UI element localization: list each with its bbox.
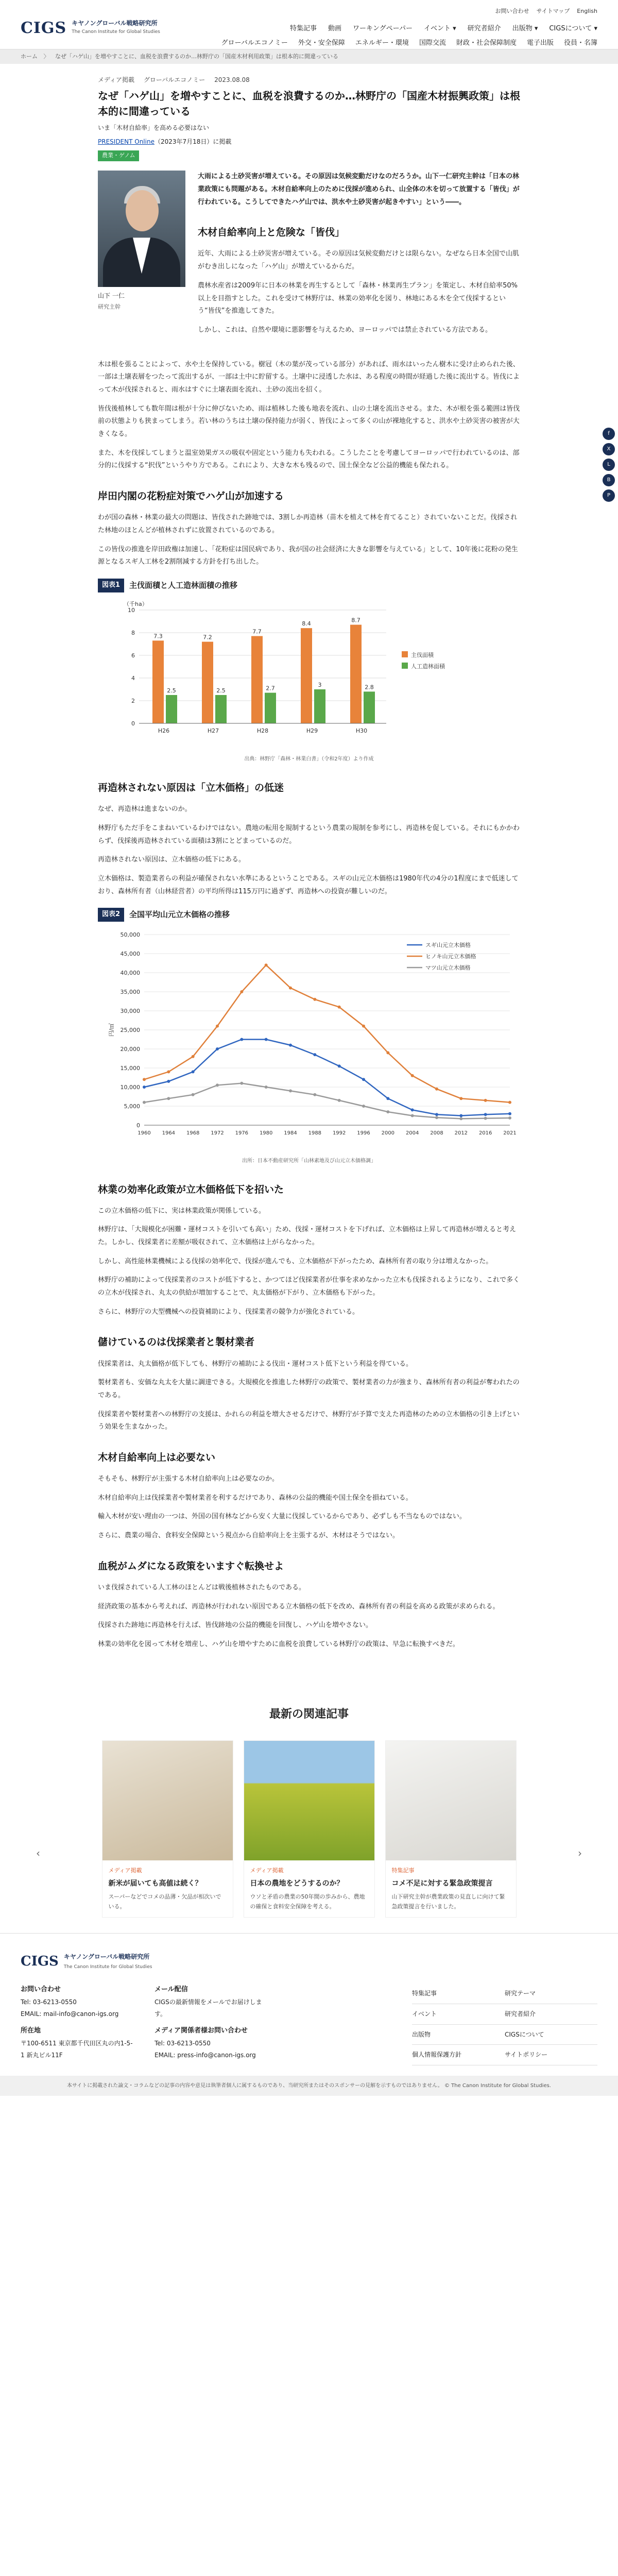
copyright: 本サイトに掲載された論文・コラムなどの記事の内容や意見は執筆者個人に属するものであり、当研究所またはそのスポンサーの見解を示すものではありません。 © The Canon Institute for Global Studies.	[0, 2076, 618, 2096]
source-date: （2023年7月18日）に掲載	[154, 138, 232, 145]
data-point	[362, 1105, 365, 1108]
bar	[265, 693, 276, 723]
site-header	[0, 0, 618, 49]
topic-tag[interactable]: 農業・ゲノム	[98, 150, 139, 161]
data-point	[167, 1080, 170, 1083]
breadcrumb	[0, 49, 618, 64]
section-heading: 木材自給率向上は必要ない	[98, 1451, 216, 1463]
x-tick-label: 1988	[308, 1130, 322, 1136]
paragraph: 林野庁は、「大規模化が困難・運材コストを引いても高い」ため、伐採・運材コストを下げれば、立木価格は上昇して再造林が増えると考えた。しかし、伐採業者に差額が吸収されて、立木価格は上がらなかった。	[98, 1226, 516, 1246]
card-category: メディア掲載	[250, 1867, 284, 1874]
data-point	[484, 1099, 487, 1102]
paragraph: 製材業者も、安価な丸太を大量に調達できる。大規模化を推進した林野庁の政策で、製材業者の力が強まり、森林所有者の利益が奪われたのである。	[98, 1379, 520, 1399]
x-tick-label: 1992	[332, 1130, 346, 1136]
data-label: 3	[318, 682, 322, 689]
data-label: 7.2	[203, 634, 212, 641]
related-card[interactable]	[244, 1740, 375, 1917]
paragraph: 林野庁もただ手をこまねいているわけではない。農地の転用を規制するという農業の規制を参考にし、再造林を促している。それにもかかわらず、伐採後再造林されている面積は3割にとどまっているのだ。	[98, 824, 520, 845]
paragraph: 木は根を張ることによって、水や土を保持している。樹冠（木の葉が茂っている部分）があれば、雨水はいったん樹木に受け止められた後、一部は土壌表層をつたって流出するが、一部は土中に貯留する。土壌中に浸透した水は、ある程度の時間が経過した後に流出する。皆伐によって木が伐採されると、雨水はすぐに土壌表面を流れ、土砂の流出を招く。	[98, 360, 520, 394]
series-line	[144, 1039, 510, 1115]
y-tick-label: 5,000	[124, 1103, 140, 1110]
y-tick-label: 20,000	[120, 1045, 140, 1053]
x-tick-label: 2004	[405, 1130, 419, 1136]
card-image	[102, 1741, 233, 1860]
card-description: 山下研究主幹が農業政策の見直しに向けて緊急政策提言を行いました。	[391, 1893, 505, 1910]
nav-about[interactable]: CIGSについて ▾	[549, 25, 597, 32]
card-image	[386, 1741, 516, 1860]
paragraph: 伐採された跡地に再造林を行えば、皆伐跡地の公益的機能を回復し、ハゲ山を増やさない。	[98, 1621, 373, 1630]
footer-newsletter	[154, 1984, 268, 2065]
data-label: 2.5	[216, 687, 226, 694]
paragraph: しかし、これは、自然や環境に悪影響を与えるため、ヨーロッパでは禁止されている方法である。	[198, 326, 492, 334]
article-title: なぜ「ハゲ山」を増やすことに、血税を浪費するのか…林野庁の「国産木材振興政策」は根本的に間違っている	[98, 89, 520, 117]
related-card[interactable]	[102, 1740, 233, 1917]
data-point	[313, 998, 316, 1001]
lead-text	[198, 171, 520, 343]
data-point	[411, 1114, 414, 1117]
contact-tel: Tel: 03-6213-0550	[21, 1998, 77, 2006]
footer-logo-en: The Canon Institute for Global Studies	[63, 1964, 152, 1970]
media-heading: メディア関係者様お問い合わせ	[154, 2027, 248, 2035]
data-label: 2.5	[167, 687, 176, 694]
data-point	[192, 1055, 195, 1058]
article-source	[98, 136, 520, 148]
section-heading: 再造林されない原因は「立木価格」の低迷	[98, 782, 284, 794]
author-name[interactable]: 山下 一仁	[98, 292, 125, 300]
paragraph: この立木価格の低下に、実は林業政策が関係している。	[98, 1207, 266, 1215]
data-point	[240, 1081, 243, 1084]
paragraph: 木材自給率向上は伐採業者や製材業者を利するだけであり、森林の公益的機能や国土保全を損ねている。	[98, 1494, 413, 1502]
y-tick-label: 45,000	[120, 950, 140, 957]
legend-label: マツ山元立木価格	[425, 964, 471, 971]
paragraph: 伐採業者は、丸太価格が低下しても、林野庁の補助による伐出・運材コスト低下という利益を得ている。	[98, 1360, 413, 1368]
share-facebook-icon[interactable]: f	[603, 428, 615, 440]
y-tick-label: 10	[128, 607, 135, 614]
share-hatena-icon[interactable]: B	[603, 474, 615, 486]
data-point	[216, 1047, 219, 1050]
paragraph: さらに、林野庁の大型機械への投資補助により、伐採業者の競争力が強化されている。	[98, 1308, 359, 1316]
related-articles	[0, 1678, 618, 1933]
data-point	[143, 1086, 146, 1089]
x-tick-label: H28	[256, 727, 269, 735]
data-label: 7.7	[252, 629, 262, 636]
footer-logo-ja: キヤノングローバル戦略研究所	[63, 1953, 150, 1961]
paragraph: 経済政策の基本から考えれば、再造林が行われない原因である立木価格の低下を改め、森林所有者の利益を高める政策が求められる。	[98, 1602, 500, 1611]
share-x-icon[interactable]: X	[603, 443, 615, 455]
data-point	[362, 1024, 365, 1027]
logo-name-ja: キヤノングローバル戦略研究所	[72, 20, 158, 27]
paragraph: 近年、大雨による土砂災害が増えている。その原因は気候変動だけとは限らない。なぜなら日本全国で山肌がむき出しになった「ハゲ山」が増えているからだ。	[198, 250, 520, 271]
paragraph: さらに、農業の場合、食料安全保障という視点から自給率向上を主張するが、木材はそうではない。	[98, 1532, 400, 1540]
x-tick-label: 1980	[259, 1130, 273, 1136]
legend-label: 人工造林面積	[411, 663, 445, 670]
line-chart	[98, 924, 520, 1151]
card-image	[244, 1741, 374, 1860]
media-tel: Tel: 03-6213-0550	[154, 2040, 211, 2047]
section-heading: 儲けているのは伐採業者と製材業者	[98, 1336, 255, 1348]
topic-global-economy[interactable]: グローバルエコノミー	[221, 39, 288, 47]
data-label: 8.7	[351, 617, 360, 624]
paragraph: なぜ、再造林は進まないのか。	[98, 805, 192, 814]
section-heading: 木材自給率向上と危険な「皆伐」	[198, 227, 345, 239]
data-point	[167, 1097, 170, 1100]
y-tick-label: 35,000	[120, 988, 140, 995]
article-lead	[98, 171, 520, 343]
bar	[166, 695, 177, 723]
footer-logo[interactable]	[21, 1949, 597, 1974]
breadcrumb-home[interactable]: ホーム	[21, 53, 38, 60]
card-title: コメ不足に対する緊急政策提言	[391, 1879, 493, 1888]
card-description: スーパーなどでコメの品薄・欠品が相次いでいる。	[108, 1893, 221, 1910]
footer-logo-mark: CIGS	[21, 1953, 59, 1969]
utility-link-contact[interactable]: お問い合わせ	[495, 8, 529, 14]
legend-swatch	[402, 651, 408, 657]
section-heading: 血税がムダになる政策をいますぐ転換せよ	[98, 1560, 284, 1572]
y-tick-label: 25,000	[120, 1026, 140, 1033]
paragraph: また、木を伐採してしまうと温室効果ガスの吸収や固定という能力も失われる。こうしたことを考慮してヨーロッパで行われているのは、部分的に伐採する“択伐”というやり方である。これにより、大きな木も残るので、国土保全など公益的機能も保たれる。	[98, 449, 520, 470]
y-axis-label: （千ha）	[124, 601, 148, 608]
footer-link[interactable]: 研究者紹介	[505, 2004, 597, 2025]
data-point	[386, 1110, 389, 1113]
topic-diplomacy[interactable]: 外交・安全保障	[298, 39, 345, 47]
paragraph: いま伐採されている人工林のほとんどは戦後植林されたものである。	[98, 1583, 306, 1591]
bar-chart	[98, 595, 520, 749]
figure-number: 図表2	[98, 908, 124, 922]
figure-1	[98, 578, 520, 764]
topic-officers[interactable]: 役員・名簿	[563, 39, 597, 47]
x-tick-label: 1964	[162, 1130, 176, 1136]
y-tick-label: 8	[131, 630, 135, 637]
site-logo[interactable]	[21, 13, 160, 43]
legend-label: スギ山元立木価格	[425, 941, 471, 948]
x-tick-label: 2012	[454, 1130, 468, 1136]
data-point	[192, 1070, 195, 1073]
y-tick-label: 10,000	[120, 1083, 140, 1091]
data-point	[362, 1078, 365, 1081]
data-label: 7.3	[153, 633, 163, 640]
series-line	[144, 965, 510, 1102]
card-category: 特集記事	[391, 1867, 415, 1874]
figure-number: 図表1	[98, 579, 124, 592]
paragraph: 皆伐後植林しても数年間は根が十分に伸びないため、雨は植林した後も地表を流れ、山の土壌を流出させる。また、木が根を張る範囲は皆伐前の状態よりも狭まってしまう。若い林のうちは土壌の保持能力が弱く、皆伐によって多くの山が裸地化すると、洪水や土砂災害の被害が大きくなる。	[98, 404, 520, 438]
x-tick-label: H30	[355, 727, 368, 735]
contact-email[interactable]: EMAIL: mail-info@canon-igs.org	[21, 2010, 119, 2018]
data-point	[338, 1064, 341, 1067]
author-photo	[98, 171, 185, 287]
y-tick-label: 15,000	[120, 1064, 140, 1072]
x-tick-label: 2000	[381, 1130, 395, 1136]
paragraph: 林業の効率化を図って木材を増産し、ハゲ山を増やすために血税を浪費している林野庁の政策は、早急に転換すべきだ。	[98, 1640, 459, 1648]
breadcrumb-separator: 〉	[43, 53, 49, 60]
card-category: メディア掲載	[108, 1867, 142, 1874]
y-tick-label: 4	[131, 675, 135, 682]
paragraph: この皆伐の推進を岸田政権は加速し、「花粉症は国民病であり、我が国の社会経済に大きな影響を与えている」として、10年後に花粉の発生源となるスギ人工林を2割削減する方針を打ち出した。	[98, 545, 518, 566]
article-meta	[98, 74, 520, 86]
paragraph: 林野庁の補助によって伐採業者のコストが低下すると、かつてほど伐採業者が仕事を求めなかった立木も伐採されるようになり、これで多くの立木が伐採され、丸太の供給が増加することで、丸太価格が下がり、立木価格も下がった。	[98, 1276, 520, 1297]
y-tick-label: 2	[131, 698, 135, 705]
card-description: ウソと矛盾の農業の50年間の歩みから、農地の確保と食料安全保障を考える。	[250, 1893, 365, 1910]
figure-source: 出所：日本不動産研究所「山林素地及び山元立木価格調」	[242, 1158, 376, 1164]
data-point	[167, 1070, 170, 1073]
card-title: 日本の農地をどうするのか？	[250, 1879, 344, 1888]
paragraph: 伐採業者や製材業者への林野庁の支援は、かれらの利益を増大させるだけで、林野庁が予算で支えた再造林のための立木価格の引き上げという効果を生まなかった。	[98, 1410, 520, 1431]
footer-link[interactable]: サイトポリシー	[505, 2045, 597, 2065]
data-point	[313, 1053, 316, 1056]
data-point	[216, 1024, 219, 1027]
address-heading: 所在地	[21, 2027, 41, 2035]
data-point	[143, 1078, 146, 1081]
meta-category[interactable]: メディア掲載	[98, 76, 135, 83]
bar	[314, 689, 325, 723]
y-tick-label: 0	[131, 720, 135, 727]
data-point	[240, 990, 243, 993]
related-card[interactable]	[385, 1740, 517, 1917]
data-point	[508, 1100, 511, 1104]
y-tick-label: 50,000	[120, 931, 140, 938]
paragraph: 立木価格は、製造業者らの利益が確保されない水準にあるということである。スギの山元立木価格は1980年代の4分の1程度にまで低迷しており、森林所有者（山林経営者）の平均所得は115万円に過ぎず、再造林への投資が難しいのだ。	[98, 874, 519, 895]
data-point	[484, 1116, 487, 1120]
data-point	[459, 1117, 462, 1120]
address-text: 〒100-6511 東京都千代田区丸の内1-5-1 新丸ビル11F	[21, 2040, 133, 2059]
media-email[interactable]: EMAIL: press-info@canon-igs.org	[154, 2051, 256, 2059]
section-heading: 岸田内閣の花粉症対策でハゲ山が加速する	[98, 490, 284, 502]
footer-link[interactable]: 個人情報保護方針	[412, 2045, 505, 2065]
data-point	[240, 1038, 243, 1041]
paragraph: 輸入木材が安い理由の一つは、外国の国有林などから安く大量に伐採しているからであり、必ずしも不当なものではない。	[98, 1513, 466, 1521]
data-point	[192, 1093, 195, 1096]
utility-link-sitemap[interactable]: サイトマップ	[536, 8, 570, 14]
data-point	[216, 1083, 219, 1087]
bar	[251, 636, 263, 723]
x-tick-label: 1968	[186, 1130, 200, 1136]
nav-working-paper[interactable]: ワーキングペーパー	[353, 25, 413, 32]
data-point	[484, 1113, 487, 1116]
topic-nav	[221, 37, 597, 50]
x-tick-label: H27	[207, 727, 219, 735]
paragraph: しかし、高性能林業機械による伐採の効率化で、伐採が進んでも、立木価格が下がったため、森林所有者の取り分は増えなかった。	[98, 1257, 493, 1265]
figure-2	[98, 907, 520, 1165]
chart-title: 全国平均山元立木価格の推移	[129, 910, 230, 920]
data-point	[435, 1116, 438, 1119]
author-role: 研究主幹	[98, 303, 121, 311]
y-tick-label: 0	[136, 1122, 140, 1129]
topic-exchange[interactable]: 国際交流	[419, 39, 446, 47]
bar	[364, 692, 375, 724]
data-point	[386, 1097, 389, 1100]
legend-swatch	[402, 663, 408, 669]
bar	[215, 695, 227, 723]
x-tick-label: H26	[158, 727, 170, 735]
x-tick-label: 2021	[503, 1130, 517, 1136]
meta-date: 2023.08.08	[214, 76, 250, 83]
main-nav	[290, 23, 597, 36]
logo-name-en: The Canon Institute for Global Studies	[72, 29, 160, 35]
source-link[interactable]: PRESIDENT Online	[98, 138, 154, 145]
footer-link[interactable]: イベント	[412, 2004, 505, 2025]
nav-publications[interactable]: 出版物 ▾	[512, 25, 538, 32]
paragraph: 農林水産省は2009年に日本の林業を再生するとして「森林・林業再生プラン」を策定し、木材自給率50%以上を目指すとした。これを受けて林野庁は、林業の効率化を図り、林地にある木を全て伐採するという“皆伐”を推進してきた。	[198, 281, 518, 315]
newsletter-heading[interactable]: メール配信	[154, 1986, 188, 1994]
data-point	[313, 1093, 316, 1096]
related-card-list	[21, 1740, 597, 1917]
bar	[350, 625, 362, 723]
x-tick-label: H29	[306, 727, 318, 735]
figure-source: 出典：林野庁「森林・林業白書」（令和2年度）より作成	[244, 756, 374, 762]
data-point	[411, 1108, 414, 1111]
data-point	[265, 963, 268, 967]
share-print-icon[interactable]: P	[603, 489, 615, 502]
data-label: 8.4	[302, 620, 311, 628]
footer-link[interactable]: CIGSについて	[505, 2025, 597, 2045]
data-point	[508, 1112, 511, 1115]
x-tick-label: 2008	[430, 1130, 443, 1136]
x-tick-label: 1960	[138, 1130, 151, 1136]
footer-link[interactable]: 研究テーマ	[505, 1984, 597, 2004]
section-heading: 林業の効率化政策が立木価格低下を招いた	[98, 1183, 284, 1195]
footer-contact	[21, 1984, 134, 2065]
x-tick-label: 1972	[211, 1130, 224, 1136]
bar	[152, 641, 164, 724]
data-label: 2.7	[266, 685, 275, 692]
data-point	[435, 1113, 438, 1116]
data-point	[338, 1099, 341, 1102]
nav-video[interactable]: 動画	[328, 25, 342, 32]
article-subtitle: いま「木材自給率」を高める必要はない	[98, 124, 210, 131]
related-heading: 最新の関連記事	[269, 1707, 349, 1721]
data-point	[289, 1089, 292, 1092]
article	[98, 64, 520, 1678]
y-tick-label: 40,000	[120, 969, 140, 976]
data-point	[289, 1043, 292, 1046]
y-tick-label: 6	[131, 652, 135, 659]
article-intro: 大雨による土砂災害が増えている。その原因は気候変動だけなのだろうか。山下一仁研究主幹は「日本の林業政策にも問題がある。木材自給率向上のために伐採が進められ、山全体の木を切って放置する「皆伐」が行われている。こうしてできたハゲ山では、洪水や土砂災害が起きやすい」という――。	[198, 173, 520, 206]
y-axis-label: 円/㎥	[108, 1023, 115, 1037]
card-title: 新米が届いても高値は続く？	[108, 1879, 202, 1888]
nav-researchers[interactable]: 研究者紹介	[467, 25, 501, 32]
data-point	[411, 1074, 414, 1077]
logo-mark: CIGS	[21, 19, 67, 37]
bar	[301, 629, 312, 724]
social-share	[603, 428, 615, 502]
data-point	[338, 1005, 341, 1008]
x-tick-label: 2016	[478, 1130, 492, 1136]
x-tick-label: 1976	[235, 1130, 249, 1136]
nav-event[interactable]: イベント ▾	[424, 25, 456, 32]
footer-link[interactable]: 出版物	[412, 2025, 505, 2045]
data-point	[289, 986, 292, 989]
paragraph: 再造林されない原因は、立木価格の低下にある。	[98, 856, 246, 864]
legend-label: ヒノキ山元立木価格	[425, 953, 476, 960]
data-point	[459, 1114, 462, 1117]
site-footer	[0, 1933, 618, 2076]
paragraph: そもそも、林野庁が主張する木材自給率向上は必要なのか。	[98, 1475, 279, 1483]
utility-nav	[495, 6, 597, 17]
y-tick-label: 30,000	[120, 1007, 140, 1014]
chart-title: 主伐面積と人工造林面積の推移	[129, 580, 238, 590]
data-point	[265, 1086, 268, 1089]
topic-epub[interactable]: 電子出版	[526, 39, 554, 47]
bar	[202, 642, 213, 723]
topic-energy[interactable]: エネルギー・環境	[355, 39, 409, 47]
carousel-prev-icon[interactable]: ‹	[36, 1847, 40, 1860]
footer-links	[412, 1984, 597, 2065]
share-line-icon[interactable]: L	[603, 459, 615, 471]
contact-heading: お問い合わせ	[21, 1986, 61, 1994]
legend-label: 主伐面積	[411, 652, 434, 659]
x-tick-label: 1984	[284, 1130, 297, 1136]
data-point	[459, 1097, 462, 1100]
data-point	[435, 1088, 438, 1091]
data-point	[386, 1051, 389, 1054]
topic-fiscal[interactable]: 財政・社会保障制度	[456, 39, 517, 47]
breadcrumb-current: なぜ「ハゲ山」を増やすことに、血税を浪費するのか…林野庁の「国産木材利用政策」は根本的に間違っている	[55, 53, 338, 60]
data-point	[265, 1038, 268, 1041]
paragraph: わが国の森林・林業の最大の問題は、皆伐された跡地では、3割しか再造林（苗木を植えて林を育てること）されていないことだ。伐採された林地のほとんどが植林されずに放置されているのである。	[98, 514, 518, 534]
footer-link[interactable]: 特集記事	[412, 1984, 505, 2004]
nav-feature[interactable]: 特集記事	[290, 25, 317, 32]
data-label: 2.8	[365, 684, 374, 691]
author-card	[98, 171, 185, 343]
data-point	[143, 1100, 146, 1104]
series-line	[144, 1083, 510, 1118]
carousel-next-icon[interactable]: ›	[578, 1847, 582, 1860]
newsletter-description: CIGSの最新情報をメールでお届けします。	[154, 1998, 262, 2018]
data-point	[508, 1116, 511, 1120]
utility-link-english[interactable]: English	[577, 8, 597, 14]
meta-topic[interactable]: グローバルエコノミー	[143, 76, 205, 83]
x-tick-label: 1996	[357, 1130, 370, 1136]
